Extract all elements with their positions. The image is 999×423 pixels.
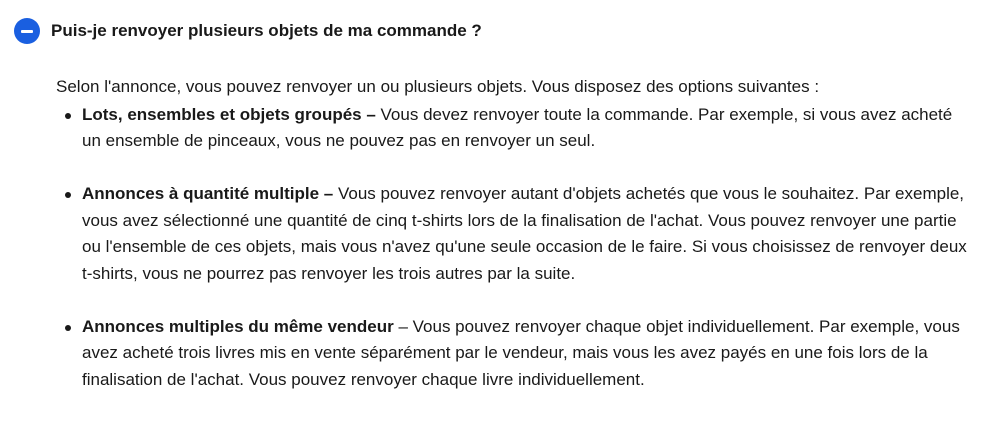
faq-toggle-header[interactable] bbox=[14, 17, 482, 45]
list-item bbox=[82, 314, 971, 394]
option-title: Lots, ensembles et objets groupés – bbox=[82, 104, 376, 124]
faq-answer bbox=[56, 74, 971, 393]
option-list bbox=[56, 102, 971, 394]
list-item bbox=[82, 102, 971, 155]
option-title: Annonces multiples du même vendeur bbox=[82, 316, 394, 336]
minus-circle-icon[interactable] bbox=[14, 18, 40, 44]
option-text: Vous devez renvoyer toute la commande. Par exemple, si vous avez acheté un ensemble de pinceaux, vous ne pouvez pas en renvoyer un seul. bbox=[82, 104, 953, 150]
faq-question: Puis-je renvoyer plusieurs objets de ma commande ? bbox=[51, 21, 482, 40]
faq-intro: Selon l'annonce, vous pouvez renvoyer un ou plusieurs objets. Vous disposez des options suivantes : bbox=[56, 77, 820, 96]
option-text: – Vous pouvez renvoyer chaque objet individuellement. Par exemple, vous avez acheté trois livres mis en vente séparément par le vendeur, mais vous les avez payés en une fois lors de la finalisation de l'achat. Vous pouvez renvoyer chaque livre individuellement. bbox=[82, 316, 960, 389]
option-title: Annonces à quantité multiple – bbox=[82, 184, 334, 203]
list-item bbox=[82, 181, 971, 287]
option-text: Vous pouvez renvoyer autant d'objets achetés que vous le souhaitez. Par exemple, vous avez sélectionné une quantité de cinq t-shirts lors de la finalisation de l'achat. Vous pouvez renvoyer une partie ou l'ensemble de ces objets, mais vous n'avez qu'une seule occasion de le faire. Si vous choisissez de renvoyer deux t-shirts, vous ne pourrez pas renvoyer les trois autres par la suite. bbox=[82, 184, 967, 283]
